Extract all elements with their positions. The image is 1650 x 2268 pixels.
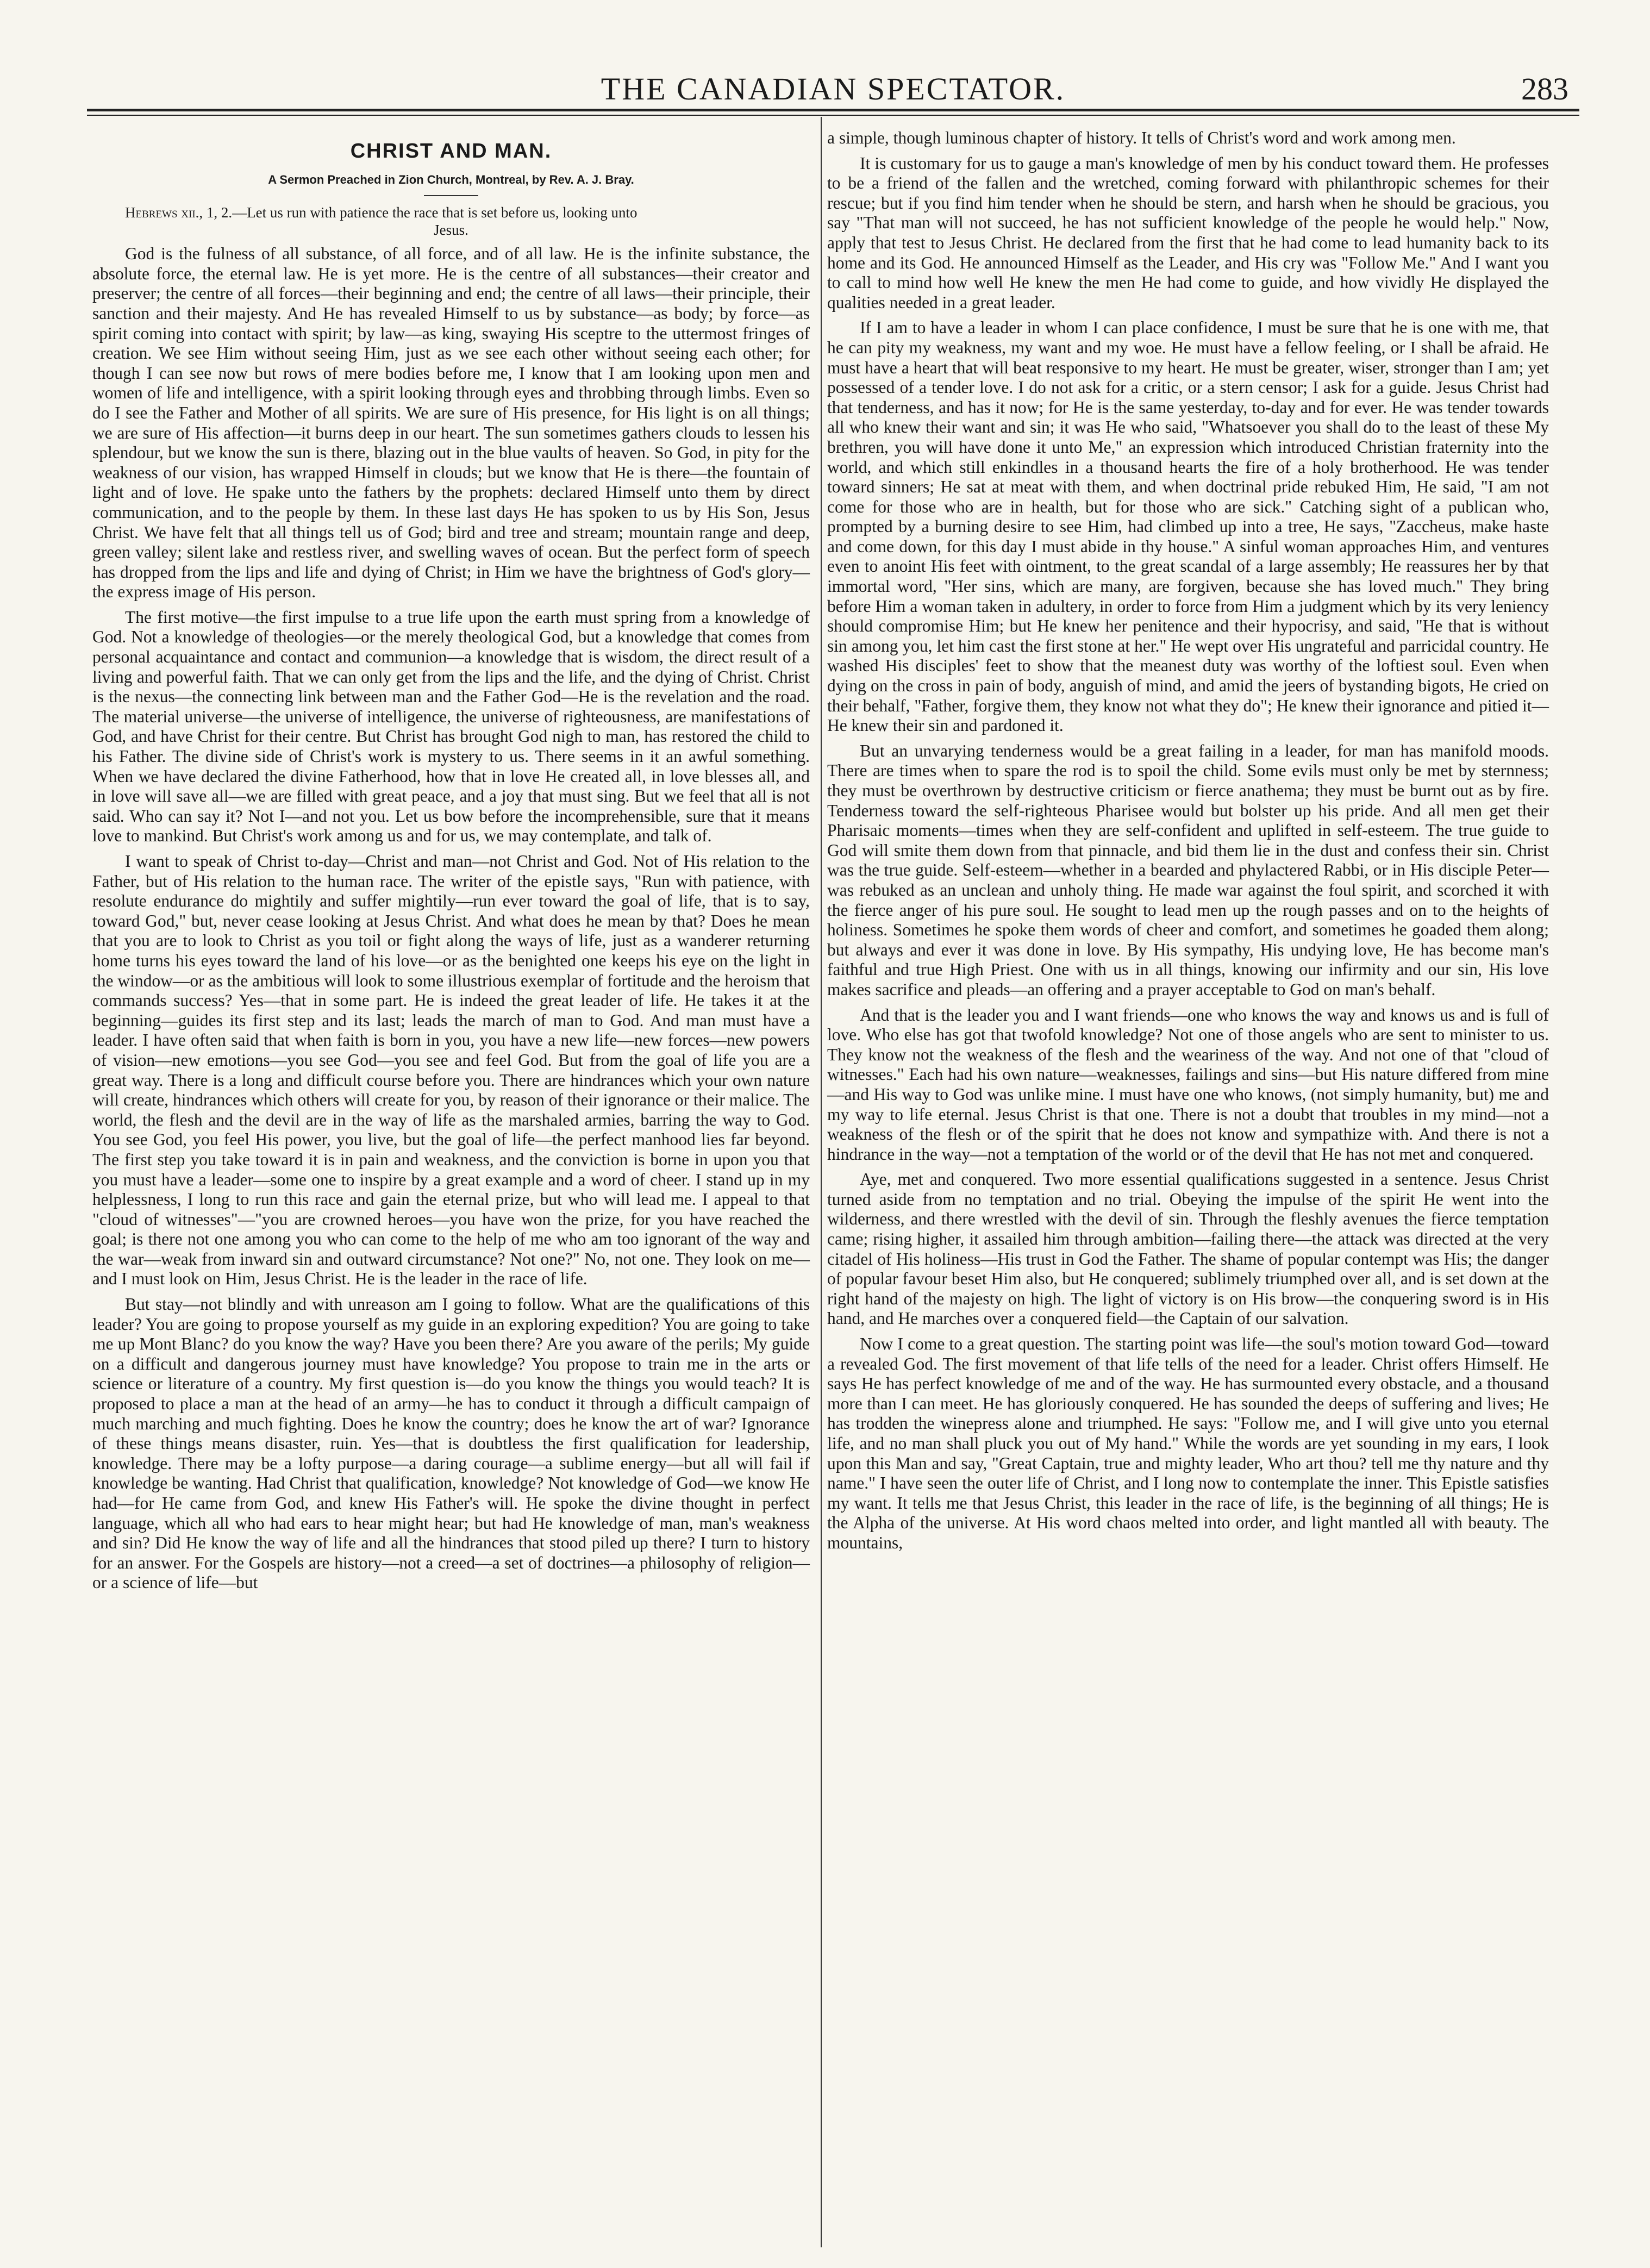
- paragraph: It is customary for us to gauge a man's knowledge of men by his conduct toward them. He professes to be a friend of the fallen and the wretched, coming forward with philanthropic schemes for their rescue; but if you find him tender when he should be stern, and harsh when he should be gracious, you say "That man will not succeed, he has not sufficient knowledge of the people he would help." Now, apply that test to Jesus Christ. He declared from the first that he had come to lead humanity back to its home and its God. He announced Himself as the Leader, and His cry was "Follow Me." And I want you to call to mind how well He knew the men He had come to guide, and how vividly He displayed the qualities needed in a great leader.: [827, 153, 1549, 312]
- paragraph: a simple, though luminous chapter of history. It tells of Christ's word and work among men.: [827, 128, 1456, 147]
- paragraph: Aye, met and conquered. Two more essential qualifications suggested in a sentence. Jesus Christ turned aside from no temptation and no trial. Obeying the impulse of the spirit He went into the wilderness, and there wrestled with the devil of sin. Through the fleshly avenues the fierce temptation came; rising higher, it assailed him through ambition—failing there—the attack was directed at the very citadel of His holiness—His trust in God the Father. The shame of popular contempt was His; the danger of popular favour beset Him also, but He conquered; sublimely triumphed over all, and is set down at the right hand of the majesty on high. The light of victory is on His brow—the conquering sword is in His hand, and He marches over a conquered field—the Captain of our salvation.: [827, 1170, 1549, 1328]
- right-column: [827, 128, 1549, 1559]
- paragraph: Now I come to a great question. The starting point was life—the soul's motion toward God—toward a revealed God. The first movement of that life tells of the need for a leader. Christ offers Himself. He says He has perfect knowledge of me and of the way. He has surmounted every obstacle, and a thousand more than I can meet. He has gloriously conquered. He has sounded the deeps of suffering and lives; He has trodden the winepress alone and triumphed. He says: "Follow me, and I will give unto you eternal life, and no man shall pluck you out of My hand." While the words are yet sounding in my ears, I look upon this Man and say, "Great Captain, true and mighty leader, Who art thou? tell me thy nature and thy name." I have seen the outer life of Christ, and I long now to contemplate the inner. This Epistle satisfies my want. It tells me that Jesus Christ, this leader in the race of life, is the beginning of all things; He is the Alpha of the universe. At His word chaos melted into order, and light mantled all with beauty. The mountains,: [827, 1334, 1549, 1552]
- left-column: [92, 128, 810, 1598]
- article-title: CHRIST AND MAN.: [350, 140, 552, 163]
- page-header: [87, 70, 1579, 109]
- scripture-text: —Let us run with patience the race that is set before us, looking unto: [232, 204, 638, 221]
- column-divider: [821, 117, 822, 2247]
- header-rule: [87, 109, 1579, 116]
- scripture-continuation: Jesus.: [434, 222, 468, 239]
- paragraph: God is the fulness of all substance, of all force, and of all law. He is the infinite substance, the absolute force, the eternal law. He is yet more. He is the centre of all substances—their creator and preserver; the centre of all forces—their beginning and end; the centre of all laws—their principle, their sanction and their majesty. And He has revealed Himself to us by substance—as body; by force—as spirit coming into contact with spirit; by law—as king, swaying His sceptre to the uttermost fringes of creation. We see Him without seeing Him, just as we see each other without seeing each other; for though I can see now but rows of mere bodies before me, I know that I am looking upon men and women of life and intelligence, with a spirit looking through eyes and throbbing through limbs. Even so do I see the Father and Mother of all spirits. We are sure of His presence, for His light is on all things; we are sure of His affection—it burns deep in our heart. The sun sometimes gathers clouds to lessen his splendour, but we know the sun is there, blazing out in the blue vaults of heaven. So God, in pity for the weakness of our vision, has wrapped Himself in clouds; but we know that He is there—the fountain of light and of love. He spake unto the fathers by the prophets: declared Himself unto them by direct communication, and to the people by them. In these last days He has spoken to us by His Son, Jesus Christ. We have felt that all things tell us of God; bird and tree and stream; mountain range and deep, green valley; silent lake and restless river, and swelling waves of ocean. But the perfect form of speech has dropped from the lips and life and dying of Christ; in Him we have the brightness of God's glory—the express image of His person.: [92, 244, 810, 602]
- article-byline: A Sermon Preached in Zion Church, Montreal, by Rev. A. J. Bray.: [268, 172, 634, 186]
- page-number: 283: [1521, 71, 1568, 107]
- publication-title: THE CANADIAN SPECTATOR.: [601, 71, 1066, 107]
- paragraph: But an unvarying tenderness would be a great failing in a leader, for man has manifold moods. There are times when to spare the rod is to spoil the child. Some evils must only be met by sternness; they must be overthrown by destructive criticism or fierce anathema; they must be burnt out as by fire. Tenderness toward the self-righteous Pharisee would but bolster up his pride. And all men get their Pharisaic moments—times when they are self-confident and uplifted in self-esteem. The true guide to God will smite them down from that pinnacle, and bid them lie in the dust and confess their sin. Christ was the true guide. Self-esteem—whether in a bearded and phylactered Rabbi, or in His disciple Peter—was rebuked as an unclean and unholy thing. He made war against the foul spirit, and scorched it with the fierce anger of his pure soul. He sought to lead men up the rough passes and on to the heights of holiness. Sometimes he spoke them words of cheer and comfort, and sometimes he goaded them along; but always and ever it was done in love. By His sympathy, His undying love, He has become man's faithful and true High Priest. One with us in all things, knowing our infirmity and our sin, His love makes sacrifice and pleads—an offering and a prayer acceptable to God on man's behalf.: [827, 741, 1549, 999]
- paragraph: If I am to have a leader in whom I can place confidence, I must be sure that he is one with me, that he can pity my weakness, my want and my woe. He must have a fellow feeling, or I shall be afraid. He must have a heart that will beat responsive to my heart. He must be greater, wiser, stronger than I am; yet possessed of a tender love. I do not ask for a critic, or a stern censor; I ask for a guide. Jesus Christ had that tenderness, and has it now; for He is the same yesterday, to-day and for ever. He was tender towards all who knew their want and sin; it was He who said, "Whatsoever you shall do to the least of these My brethren, you will have done it unto Me," an expression which introduced Christian fraternity into the world, and which still enkindles in a thousand hearts the fire of a holy brotherhood. He was tender toward sinners; He sat at meat with them, and when doctrinal pride rebuked Him, He said, "I am not come for those who are in health, but for those who are sick." Catching sight of a publican who, prompted by a burning desire to see Him, had climbed up into a tree, He says, "Zaccheus, make haste and come down, for this day I must abide in thy house." A sinful woman approaches Him, and ventures even to anoint His feet with ointment, to the great scandal of a large assembly; He reassures her by that immortal word, "Her sins, which are many, are forgiven, because she has loved much." They bring before Him a woman taken in adultery, in order to force from Him a judgment which by its very leniency should compromise Him; but He knew her penitence and their hypocrisy, and said, "He that is without sin among you, let him cast the first stone at her." He wept over His ungrateful and parricidal country. He washed His disciples' feet to show that the meanest duty was worthy of the loftiest soul. Even when dying on the cross in pain of body, anguish of mind, and amid the jeers of bystanding bigots, He cried on their behalf, "Father, forgive them, they know not what they do"; He knew their ignorance and pitied it—He knew their sin and pardoned it.: [827, 318, 1549, 735]
- paragraph: And that is the leader you and I want friends—one who knows the way and knows us and is full of love. Who else has got that twofold knowledge? Not one of those angels who are sent to minister to us. They know not the weakness of the flesh and the weariness of the way. And not one of that "cloud of witnesses." Each had his own nature—weaknesses, failings and sins—but His nature differed from mine—and His way to God was unlike mine. I must have one who knows, (not simply humanity, but) me and my way to life eternal. Jesus Christ is that one. There is not a doubt that troubles in my mind—not a weakness of the flesh or of the spirit that he does not know and sympathize with. And there is not a hindrance in the way—not a temptation of the world or of the devil that He has not met and conquered.: [827, 1005, 1549, 1164]
- paragraph: I want to speak of Christ to-day—Christ and man—not Christ and God. Not of His relation to the Father, but of His relation to the human race. The writer of the epistle says, "Run with patience, with resolute endurance do mightily and suffer mightily—run ever toward the goal of life, that is to say, toward God," but, never cease looking at Jesus Christ. And what does he mean by that? Does he mean that you are to look to Christ as you toil or fight along the ways of life, just as a wanderer returning home turns his eyes toward the land of his love—or as the benighted one keeps his eye on the light in the window—or as the ambitious will look to some illustrious exemplar of fortitude and the heroism that commands success? Yes—that in some part. He is indeed the great leader of life. He takes it at the beginning—guides its first step and its last; leads the march of man to God. And man must have a leader. I have often said that when faith is born in you, you have a new life—new forces—new powers of vision—new emotions—you see God—you see and feel God. But from the goal of life you are a great way. There is a long and difficult course before you. There are hindrances which your own nature will create, hindrances which others will create for you, by reason of their ignorance or their malice. The world, the flesh and the devil are in the way of life as the marshaled armies, barring the way to God. You see God, you feel His power, you live, but the goal of life—the perfect manhood lies far beyond. The first step you take toward it is in pain and weakness, and the conviction is borne in upon you that you must have a leader—some one to inspire by a great example and a word of cheer. I stand up in my helplessness, I long to run this race and gain the eternal prize, but who will lead me. I appeal to that "cloud of witnesses"—"you are crowned heroes—you have won the prize, for you have reached the goal; is there not one among you who can come to the help of me who am too ignorant of the way and the war—weak from inward sin and outward circumstance? Not one?" No, not one. They look on me—and I must look on Him, Jesus Christ. He is the leader in the race of life.: [92, 852, 810, 1289]
- scripture-quote: [92, 204, 810, 239]
- scripture-reference: Hebrews xii., 1, 2.: [125, 204, 233, 221]
- byline-rule: [424, 195, 478, 196]
- paragraph: The first motive—the first impulse to a true life upon the earth must spring from a knowledge of God. Not a knowledge of theologies—or the merely theological God, but a knowledge that comes from personal acquaintance and contact and communion—a knowledge that is wisdom, the direct result of a living and powerful faith. That we can only get from the lips and the life, and the dying of Christ. Christ is the nexus—the connecting link between man and the Father God—He is the revelation and the road. The material universe—the universe of intelligence, the universe of righteousness, are manifestations of God, and have Christ for their centre. But Christ has brought God nigh to man, has restored the child to his Father. The divine side of Christ's work is mystery to us. There seems in it an awful something. When we have declared the divine Fatherhood, how that in love He created all, in love blesses all, and in love will save all—we are filled with great peace, and a joy that must sing. But we feel that all is not said. Who can say it? Not I—and not you. Let us bow before the incomprehensible, sure that it means love to mankind. But Christ's work among us and for us, we may contemplate, and talk of.: [92, 607, 810, 846]
- paragraph: But stay—not blindly and with unreason am I going to follow. What are the qualifications of this leader? You are going to propose yourself as my guide in an exploring expedition? You are going to take me up Mont Blanc? do you know the way? Have you been there? Are you aware of the perils; My guide on a difficult and dangerous journey must have knowledge? You propose to train me in the arts or science or literature of a country. My first question is—do you know the things you would teach? It is proposed to place a man at the head of an army—he has to conduct it through a difficult campaign of much marching and much fighting. Does he know the country; does he know the art of war? Ignorance of these things means disaster, ruin. Yes—that is doubtless the first qualification for leadership, knowledge. There may be a lofty purpose—a daring courage—a sublime energy—but all will fail if knowledge be wanting. Had Christ that qualification, knowledge? Not knowledge of God—we know He had—for He came from God, and knew His Father's will. He spoke the divine thought in perfect language, which all who had ears to hear might hear; but had He knowledge of man, man's weakness and sin? Did He know the way of life and all the hindrances that stood piled up there? I turn to history for an answer. For the Gospels are history—not a creed—a set of doctrines—a philosophy of religion—or a science of life—but: [92, 1295, 810, 1592]
